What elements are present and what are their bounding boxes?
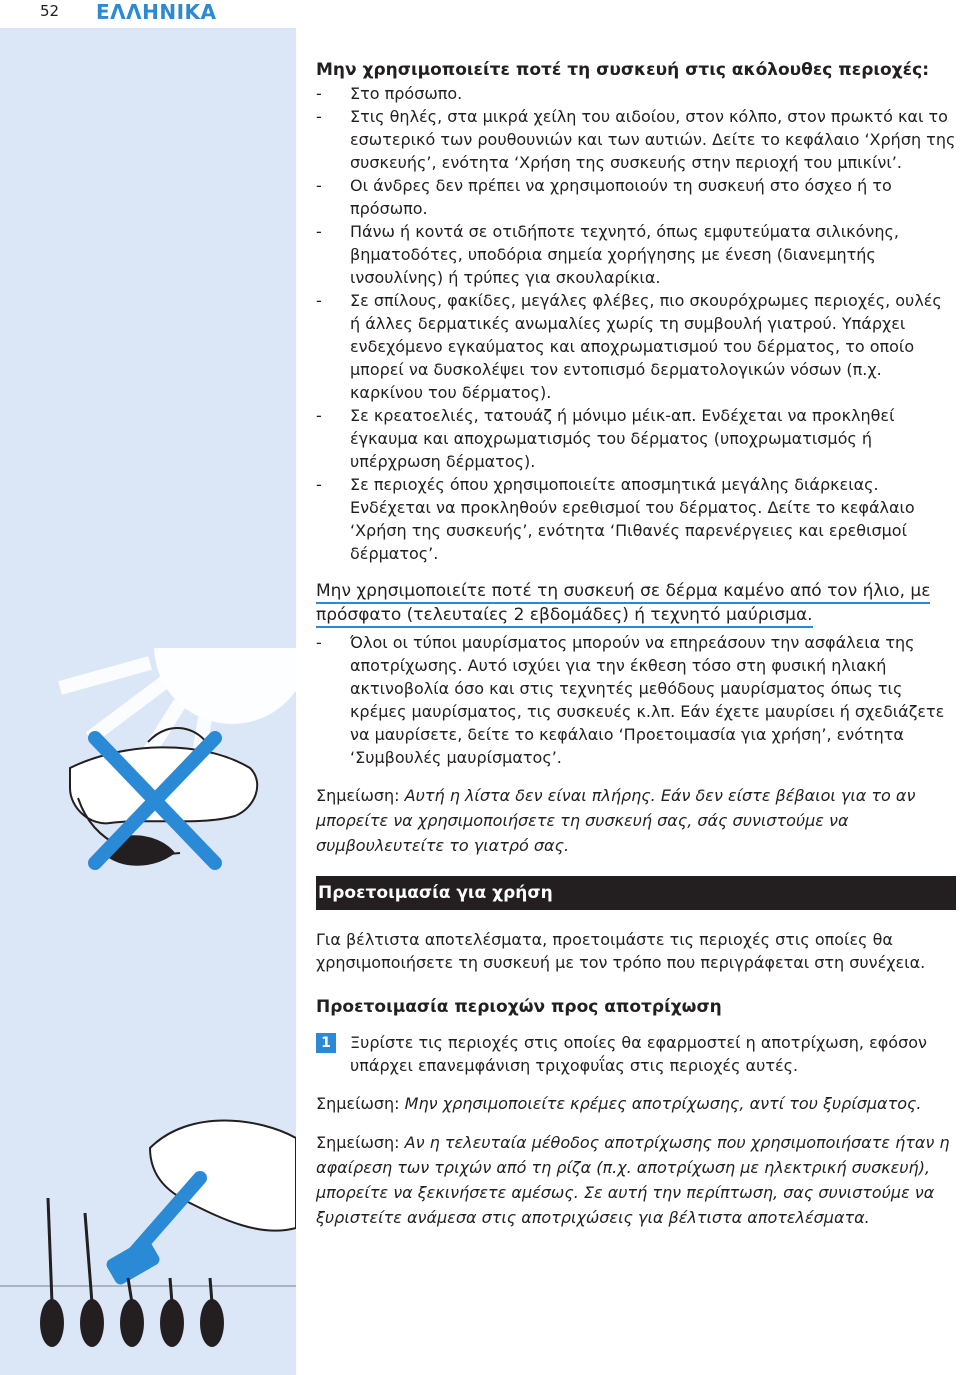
step-1 [316, 1031, 956, 1077]
sun-tanning-forbidden-illustration [0, 648, 296, 888]
page-header [0, 0, 960, 26]
sun-warning-text: Μην χρησιμοποιείτε ποτέ τη συσκευή σε δέρμα καμένο από τον ήλιο, με πρόσφατο (τελευταίες 2 εβδομάδες) ή τεχνητό μαύρισμα. [316, 581, 930, 628]
section-bar-preparation: Προετοιμασία για χρήση [316, 876, 956, 910]
sun-warning-heading [316, 579, 956, 627]
note-no-depilatory-cream [316, 1091, 956, 1116]
step-number-badge: 1 [316, 1033, 336, 1053]
list-item: - Στο πρόσωπο. [316, 82, 956, 105]
shaving-razor-illustration [0, 1108, 296, 1375]
note-text: Μην χρησιμοποιείτε κρέμες αποτρίχωσης, αντί του ξυρίσματος. [399, 1094, 922, 1113]
list-item: - Πάνω ή κοντά σε οτιδήποτε τεχνητό, όπως εμφυτεύματα σιλικόνης, βηματοδότες, υποδόρια σημεία χορήγησης με ένεση (διανεμητής ινσουλίνης) ή τρύπες για σκουλαρίκια. [316, 220, 956, 289]
note-label: Σημείωση: [316, 1133, 400, 1152]
note-previous-method [316, 1130, 956, 1230]
page-number: 52 [40, 2, 60, 20]
forbidden-areas-heading: Μην χρησιμοποιείτε ποτέ τη συσκευή στις ακόλουθες περιοχές: [316, 60, 929, 80]
subsection-heading: Προετοιμασία περιοχών προς αποτρίχωση [316, 997, 722, 1017]
list-item: - Οι άνδρες δεν πρέπει να χρησιμοποιούν τη συσκευή στο όσχεο ή το πρόσωπο. [316, 174, 956, 220]
list-item: - Όλοι οι τύποι μαυρίσματος μπορούν να επηρεάσουν την ασφάλεια της αποτρίχωσης. Αυτό ισχύει για την έκθεση τόσο στη φυσική ηλιακή ακτινοβολία όσο και στις τεχνητές μεθόδους μαυρίσματος όπως τις κρέμες μαυρίσματος, τις συσκευές κ.λπ. Εάν έχετε μαυρίσει ή σχεδιάζετε να μαυρίσετε, δείτε το κεφάλαιο ‘Προετοιμασία για χρήση’, ενότητα ‘Συμβουλές μαυρίσματος’. [316, 631, 956, 769]
note-text: Αν η τελευταία μέθοδος αποτρίχωσης που χρησιμοποιήσατε ήταν η αφαίρεση των τριχών από τη ρίζα (π.χ. αποτρίχωση με ηλεκτρική συσκευή), μπορείτε να ξεκινήσετε αμέσως. Σε αυτή την περίπτωση, σας συνιστούμε να ξυριστείτε ανάμεσα στις αποτριχώσεις για βέλτιστα αποτελέσματα. [316, 1133, 950, 1227]
list-item: - Στις θηλές, στα μικρά χείλη του αιδοίου, στον κόλπο, στον πρωκτό και το εσωτερικό των ρουθουνιών και των αυτιών. Δείτε το κεφάλαιο ‘Χρήση της συσκευής’, ενότητα ‘Χρήση της συσκευής στην περιοχή του μπικίνι’. [316, 105, 956, 174]
illustration-sidebar [0, 28, 296, 1375]
note-incomplete-list [316, 783, 956, 858]
tanning-list [316, 631, 956, 769]
note-label: Σημείωση: [316, 1094, 400, 1113]
note-text: Αυτή η λίστα δεν είναι πλήρης. Εάν δεν είστε βέβαιοι για το αν μπορείτε να χρησιμοποιήσετε τη συσκευή σας, σάς συνιστούμε να συμβουλευτείτε το γιατρό σας. [316, 786, 916, 855]
list-item: - Σε σπίλους, φακίδες, μεγάλες φλέβες, πιο σκουρόχρωμες περιοχές, ουλές ή άλλες δερματικές ανωμαλίες χωρίς τη συμβουλή γιατρού. Υπάρχει ενδεχόμενο εγκαύματος και αποχρωματισμού του δέρματος, το οποίο μπορεί να δυσκολέψει τον εντοπισμό δερματολογικών νόσων (π.χ. καρκίνου του δέρματος). [316, 289, 956, 404]
preparation-intro: Για βέλτιστα αποτελέσματα, προετοιμάστε τις περιοχές στις οποίες θα χρησιμοποιήσετε τη συσκευή με τον τρόπο που περιγράφεται στη συνέχεια. [316, 930, 926, 972]
note-label: Σημείωση: [316, 786, 400, 805]
list-item: - Σε κρεατοελιές, τατουάζ ή μόνιμο μέικ-απ. Ενδέχεται να προκληθεί έγκαυμα και αποχρωματισμός του δέρματος (υποχρωματισμός ή υπέρχρωση δέρματος). [316, 404, 956, 473]
forbidden-areas-list [316, 82, 956, 565]
step-text: Ξυρίστε τις περιοχές στις οποίες θα εφαρμοστεί η αποτρίχωση, εφόσον υπάρχει επανεμφάνιση τριχοφυΐας στις περιοχές αυτές. [350, 1033, 927, 1075]
section-language-title: ΕΛΛΗΝΙΚΑ [96, 0, 217, 24]
list-item: - Σε περιοχές όπου χρησιμοποιείτε αποσμητικά μεγάλης διάρκειας. Ενδέχεται να προκληθούν ερεθισμοί του δέρματος. Δείτε το κεφάλαιο ‘Χρήση της συσκευής’, ενότητα ‘Πιθανές παρενέργειες και ερεθισμοί δέρματος’. [316, 473, 956, 565]
main-content [316, 58, 956, 1230]
